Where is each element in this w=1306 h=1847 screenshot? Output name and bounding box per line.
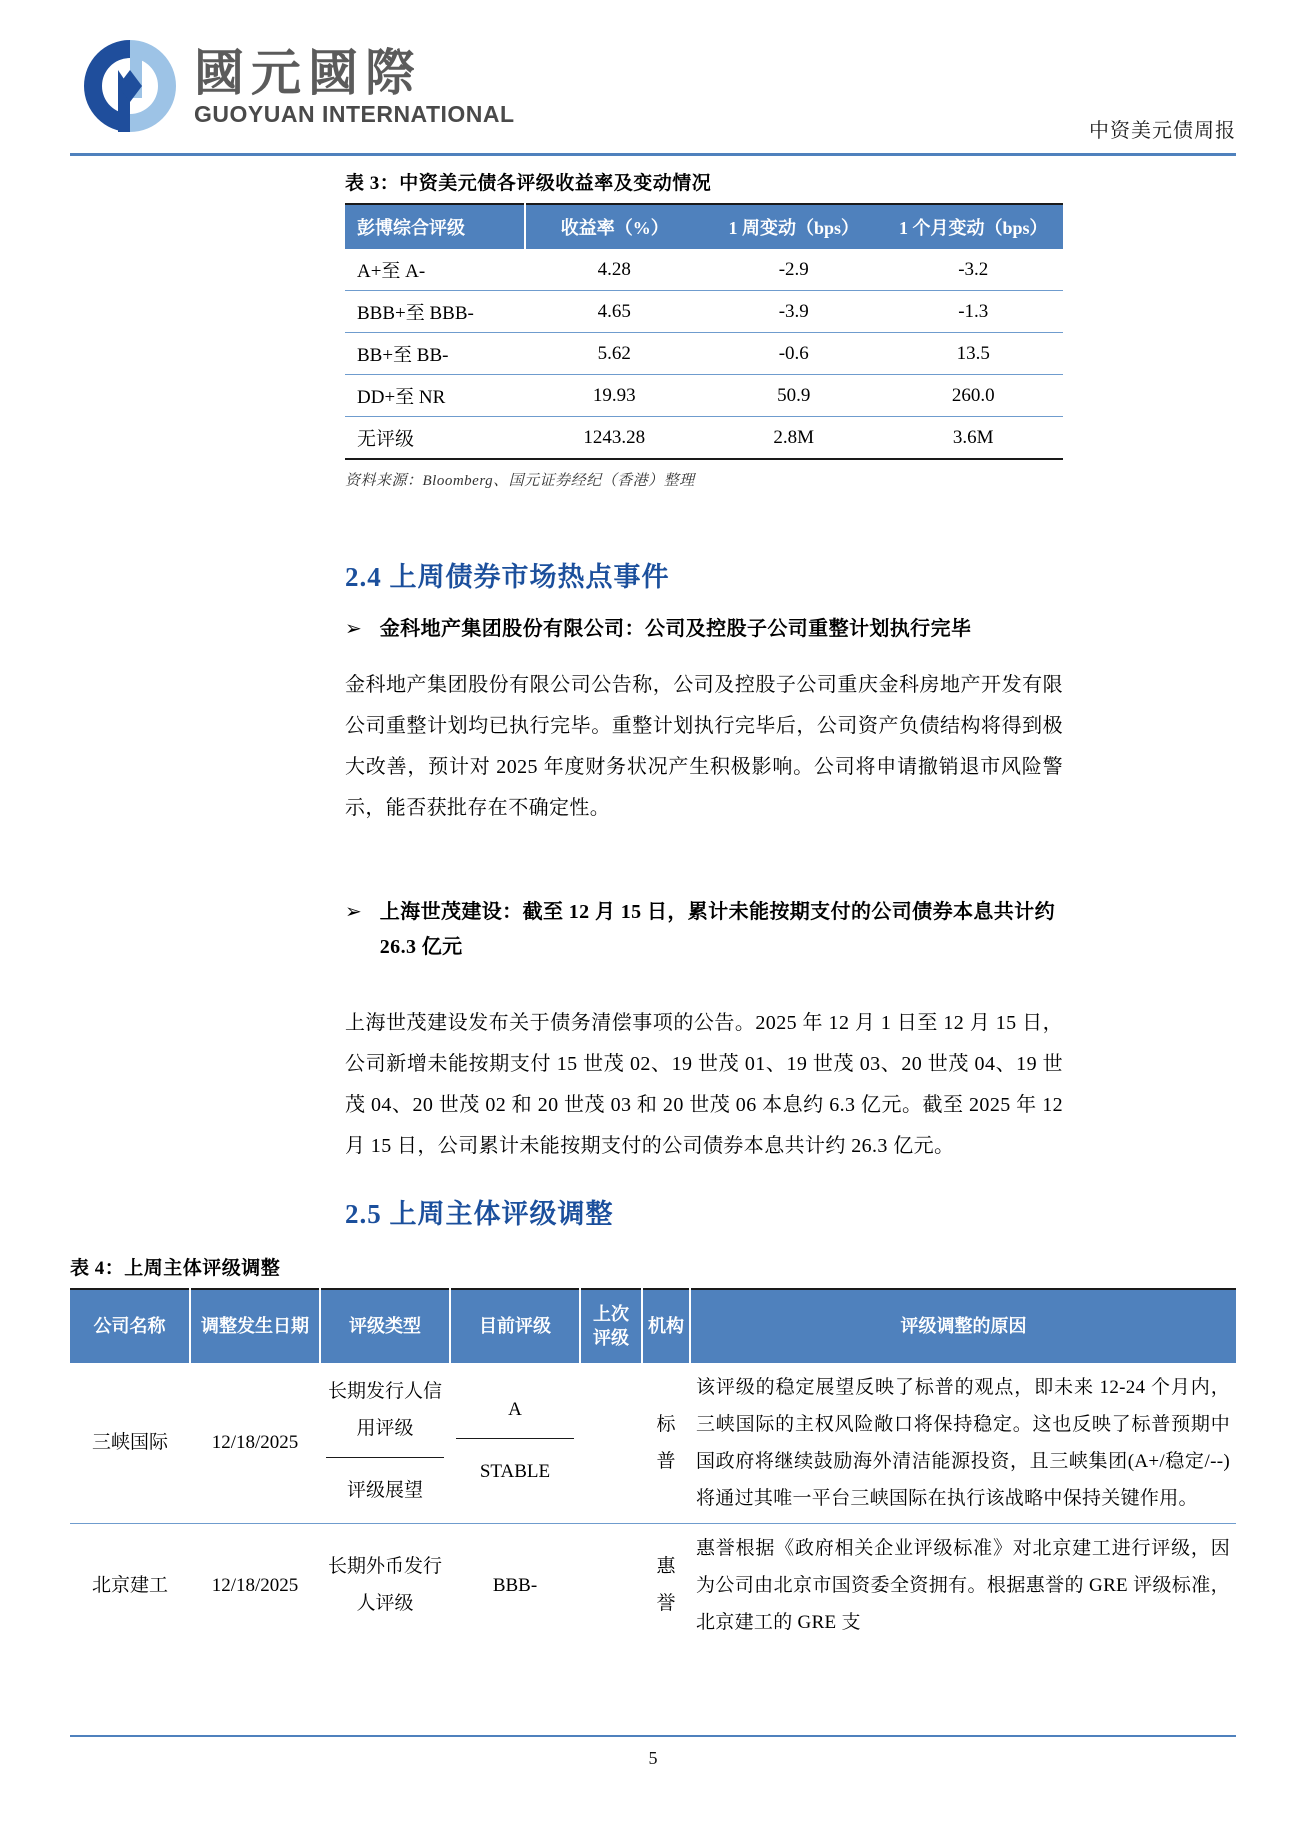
cell-reason: 惠誉根据《政府相关企业评级标准》对北京建工进行评级，因为公司由北京市国资委全资拥有。根据惠誉的 GRE 评级标准，北京建工的 GRE 支 bbox=[690, 1523, 1236, 1647]
cell-rating: DD+至 NR bbox=[345, 375, 525, 417]
cell-rating: A+至 A- bbox=[345, 249, 525, 291]
company-logo bbox=[80, 36, 515, 136]
table4-col-previous: 上次评级 bbox=[580, 1289, 642, 1363]
table3-col-yield: 收益率（%） bbox=[525, 204, 705, 249]
table-row bbox=[70, 1523, 1236, 1647]
table4-header bbox=[70, 1289, 1236, 1363]
table4-col-agency: 机构 bbox=[642, 1289, 690, 1363]
event-item-1-body: 金科地产集团股份有限公司公告称，公司及控股子公司重庆金科房地产开发有限公司重整计划均已执行完毕。重整计划执行完毕后，公司资产负债结构将得到极大改善，预计对 2025 年度财务状况产生积极影响。公司将申请撤销退市风险警示，能否获批存在不确定性。 bbox=[345, 674, 1063, 819]
table4-caption: 表 4：上周主体评级调整 bbox=[70, 1258, 281, 1279]
cell-chg1m: 260.0 bbox=[884, 375, 1064, 417]
arrow-bullet-icon: ➢ bbox=[345, 901, 362, 923]
table3-block bbox=[345, 168, 1063, 490]
cell-agency: 标普 bbox=[656, 1413, 676, 1472]
table4-body bbox=[70, 1363, 1236, 1647]
cell-rating: BB+至 BB- bbox=[345, 333, 525, 375]
cell-chg1w: -3.9 bbox=[704, 291, 884, 333]
cell-rating: BBB+至 BBB- bbox=[345, 291, 525, 333]
cell-rating-type-group bbox=[320, 1363, 450, 1524]
cell-rating-type: 长期外币发行人评级 bbox=[320, 1523, 450, 1647]
table4 bbox=[70, 1288, 1236, 1647]
table-row bbox=[345, 375, 1063, 417]
table3-header-row bbox=[345, 204, 1063, 249]
event-item-2 bbox=[345, 895, 1063, 965]
section-heading-2-5: 2.5 上周主体评级调整 bbox=[345, 1199, 614, 1229]
table-row bbox=[345, 333, 1063, 375]
table-row bbox=[70, 1363, 1236, 1524]
cell-chg1w: -0.6 bbox=[704, 333, 884, 375]
table4-header-row bbox=[70, 1289, 1236, 1363]
table-row bbox=[345, 291, 1063, 333]
arrow-bullet-icon: ➢ bbox=[345, 618, 362, 640]
page-number: 5 bbox=[648, 1748, 658, 1768]
cell-date: 12/18/2025 bbox=[190, 1523, 320, 1647]
table3-col-chg1m: 1 个月变动（bps） bbox=[884, 204, 1064, 249]
cell-chg1m: -1.3 bbox=[884, 291, 1064, 333]
cell-reason: 该评级的稳定展望反映了标普的观点，即未来 12-24 个月内，三峡国际的主权风险敞口将保持稳定。这也反映了标普预期中国政府将继续鼓励海外清洁能源投资，且三峡集团(A+/稳定/--)将通过其唯一平台三峡国际在执行该战略中保持关键作用。 bbox=[696, 1376, 1230, 1509]
cell-yield: 4.65 bbox=[525, 291, 705, 333]
cell-yield: 19.93 bbox=[525, 375, 705, 417]
logo-english-name: GUOYUAN INTERNATIONAL bbox=[194, 101, 515, 128]
table4-col-current: 目前评级 bbox=[450, 1289, 580, 1363]
table4-col-type: 评级类型 bbox=[320, 1289, 450, 1363]
cell-current-rating-2: STABLE bbox=[479, 1461, 551, 1483]
table-row bbox=[345, 417, 1063, 460]
event-item-2-title: 上海世茂建设：截至 12 月 15 日，累计未能按期支付的公司债券本息共计约 26.3 亿元 bbox=[379, 901, 1055, 958]
section-heading-2-4: 2.4 上周债券市场热点事件 bbox=[345, 562, 670, 592]
event-item-1-title: 金科地产集团股份有限公司：公司及控股子公司重整计划执行完毕 bbox=[379, 618, 972, 640]
cell-chg1m: 13.5 bbox=[884, 333, 1064, 375]
cell-chg1w: 50.9 bbox=[704, 375, 884, 417]
table3-col-rating: 彭博综合评级 bbox=[345, 204, 525, 249]
table3-header bbox=[345, 204, 1063, 249]
event-item-2-body: 上海世茂建设发布关于债务清偿事项的公告。2025 年 12 月 1 日至 12 月 15 日，公司新增未能按期支付 15 世茂 02、19 世茂 01、19 世茂 03、20 世茂 04、19 世茂 04、20 世茂 02 和 20 世茂 03 和 20 世茂 06 本息约 6.3 亿元。截至 2025 年 12 月 15 日，公司累计未能按期支付的公司债券本息共计约 26.3 亿元。 bbox=[345, 1012, 1063, 1157]
cell-rating: 无评级 bbox=[345, 417, 525, 460]
cell-previous-rating bbox=[580, 1363, 642, 1524]
cell-current-rating: BBB- bbox=[450, 1523, 580, 1647]
table4-col-reason: 评级调整的原因 bbox=[690, 1289, 1236, 1363]
guoyuan-logo-icon bbox=[80, 36, 180, 136]
cell-yield: 5.62 bbox=[525, 333, 705, 375]
table4-block bbox=[70, 1253, 1236, 1647]
cell-chg1w: 2.8M bbox=[704, 417, 884, 460]
cell-current-rating-group bbox=[450, 1363, 580, 1524]
table3-caption: 表 3：中资美元债各评级收益率及变动情况 bbox=[345, 173, 712, 194]
cell-chg1m: -3.2 bbox=[884, 249, 1064, 291]
logo-wordmark bbox=[194, 44, 515, 128]
footer-divider bbox=[70, 1735, 1236, 1737]
cell-date: 12/18/2025 bbox=[211, 1432, 299, 1454]
table4-col-date: 调整发生日期 bbox=[190, 1289, 320, 1363]
header-divider bbox=[70, 153, 1236, 156]
event-item-1 bbox=[345, 612, 1063, 647]
logo-chinese-name: 國元國際 bbox=[194, 44, 422, 101]
table4-col-company: 公司名称 bbox=[70, 1289, 190, 1363]
cell-company: 北京建工 bbox=[70, 1523, 190, 1647]
table3-body bbox=[345, 249, 1063, 459]
table-row bbox=[345, 249, 1063, 291]
cell-yield: 1243.28 bbox=[525, 417, 705, 460]
cell-current-rating-1: A bbox=[456, 1387, 574, 1439]
table3-col-chg1w: 1 周变动（bps） bbox=[704, 204, 884, 249]
page-header bbox=[70, 22, 1236, 152]
cell-chg1w: -2.9 bbox=[704, 249, 884, 291]
cell-chg1m: 3.6M bbox=[884, 417, 1064, 460]
cell-rating-type-1: 长期发行人信用评级 bbox=[326, 1369, 444, 1458]
cell-rating-type-2: 评级展望 bbox=[346, 1479, 423, 1501]
cell-previous-rating bbox=[580, 1523, 642, 1647]
table3 bbox=[345, 203, 1063, 460]
table3-source-note: 资料来源：Bloomberg、国元证券经纪（香港）整理 bbox=[345, 473, 695, 489]
cell-yield: 4.28 bbox=[525, 249, 705, 291]
report-title: 中资美元债周报 bbox=[1089, 120, 1236, 142]
cell-company: 三峡国际 bbox=[91, 1432, 168, 1454]
cell-agency: 惠誉 bbox=[642, 1523, 690, 1647]
